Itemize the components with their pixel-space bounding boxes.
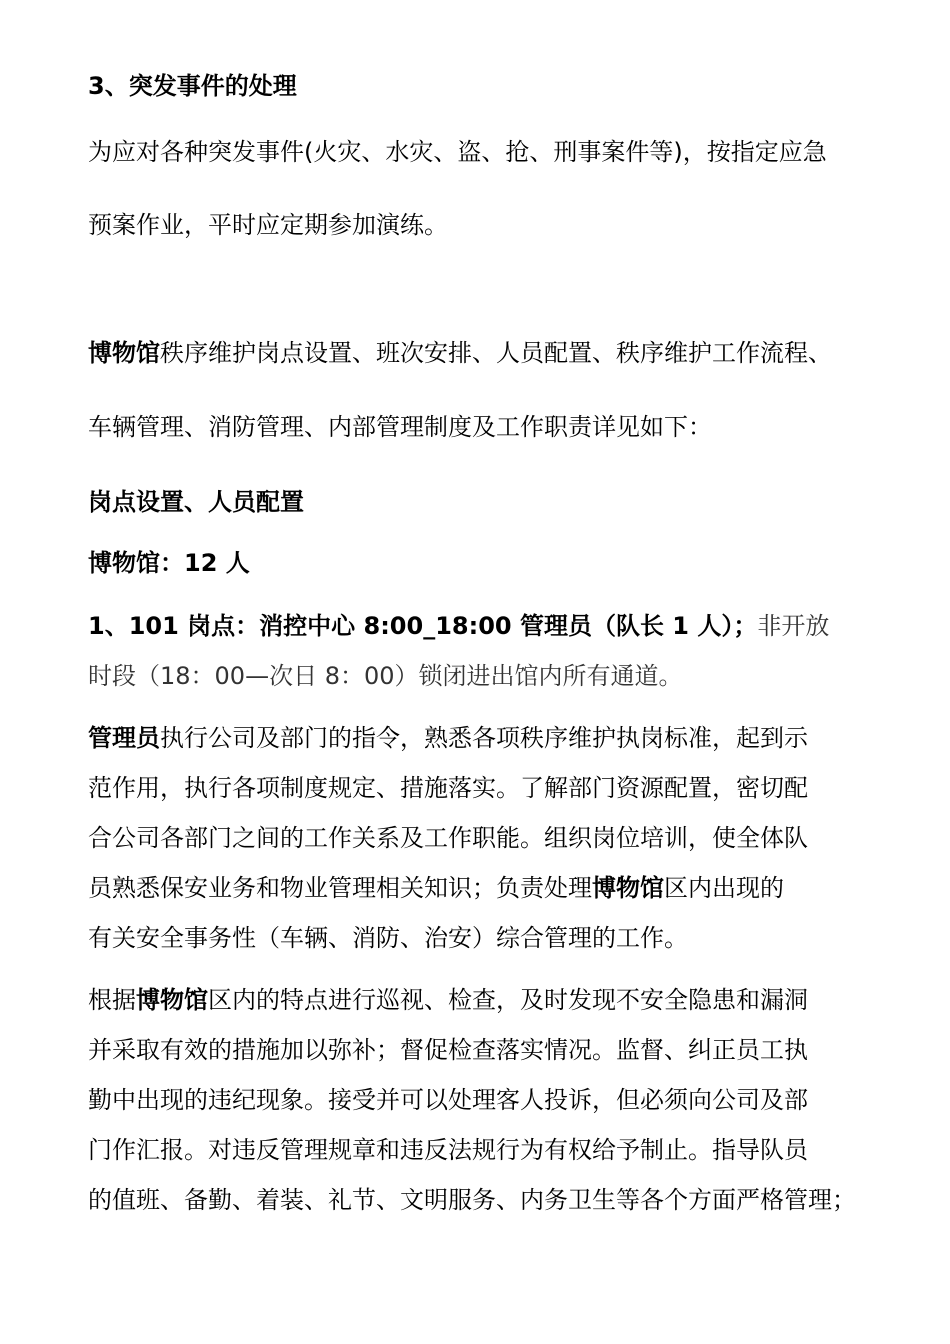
patrol-line	[88, 984, 808, 1016]
patrol-line: 门作汇报。对违反管理规章和违反法规行为有权给予制止。指导队员	[88, 1136, 808, 1164]
duty-line	[88, 872, 784, 904]
patrol-line: 的值班、备勤、着装、礼节、文明服务、内务卫生等各个方面严格管理；	[88, 1186, 856, 1214]
text-run: 非开放	[757, 612, 830, 640]
patrol-line: 勤中出现的违纪现象。接受并可以处理客人投诉，但必须向公司及部	[88, 1086, 808, 1114]
duty-line: 有关安全事务性（车辆、消防、治安）综合管理的工作。	[88, 924, 688, 952]
text-run: 执行公司及部门的指令，熟悉各项秩序维护执岗标准，起到示	[160, 724, 808, 752]
text-run: 根据	[88, 986, 136, 1014]
text-run: 区内出现的	[664, 874, 784, 902]
section-heading: 岗点设置、人员配置	[88, 488, 304, 516]
post-line: 时段（18：00—次日 8：00）锁闭进出馆内所有通道。	[88, 662, 683, 690]
intro-line	[88, 337, 832, 369]
intro-line: 车辆管理、消防管理、内部管理制度及工作职责详见如下：	[88, 413, 712, 441]
text-run: 员熟悉保安业务和物业管理相关知识；负责处理	[88, 874, 592, 902]
bold-term: 博物馆	[136, 986, 208, 1014]
duty-line: 范作用，执行各项制度规定、措施落实。了解部门资源配置，密切配	[88, 774, 808, 802]
text-run: 区内的特点进行巡视、检查，及时发现不安全隐患和漏洞	[208, 986, 808, 1014]
text-run: 秩序维护岗点设置、班次安排、人员配置、秩序维护工作流程、	[160, 339, 832, 367]
staff-count: 博物馆：12 人	[88, 549, 250, 577]
paragraph-line: 为应对各种突发事件(火灾、水灾、盗、抢、刑事案件等)，按指定应急	[88, 138, 827, 166]
bold-term: 博物馆	[592, 874, 664, 902]
duty-line: 合公司各部门之间的工作关系及工作职能。组织岗位培训，使全体队	[88, 824, 808, 852]
section-heading: 3、突发事件的处理	[88, 72, 297, 100]
post-line	[88, 610, 829, 642]
paragraph-line: 预案作业，平时应定期参加演练。	[88, 211, 448, 239]
duty-line	[88, 722, 808, 754]
bold-term: 管理员	[88, 724, 160, 752]
patrol-line: 并采取有效的措施加以弥补；督促检查落实情况。监督、纠正员工执	[88, 1036, 808, 1064]
bold-term: 博物馆	[88, 339, 160, 367]
bold-run: 1、101 岗点：消控中心 8:00_18:00 管理员（队长 1 人）；	[88, 612, 758, 640]
